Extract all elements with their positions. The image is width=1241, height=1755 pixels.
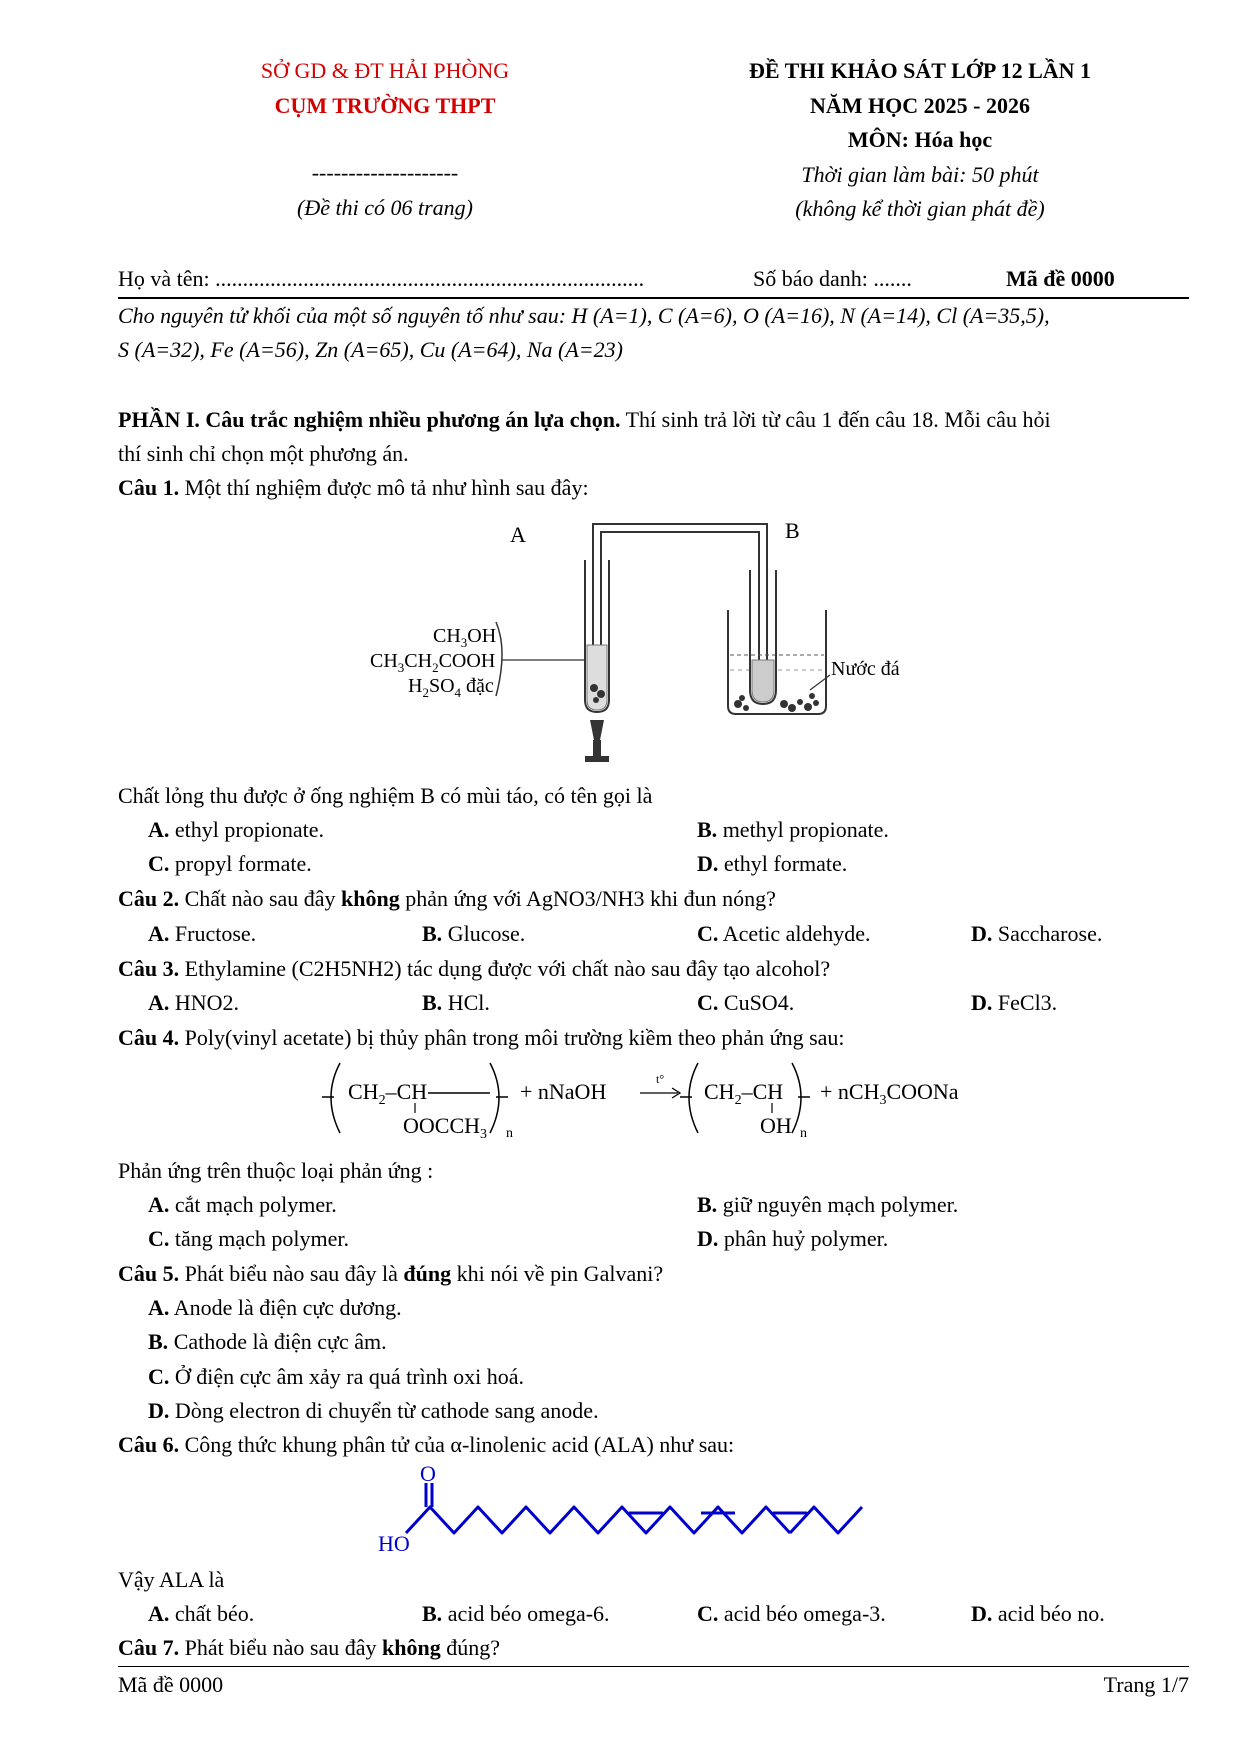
q3-option-b[interactable]: B. HCl. — [422, 990, 490, 1015]
ala-skeletal-structure — [370, 1461, 890, 1556]
part1-heading: PHẦN I. Câu trắc nghiệm nhiều phương án lựa chọn. Thí sinh trả lời từ câu 1 đến câu 18. Mỗi câu hỏi — [118, 407, 1051, 432]
reagent-naoh: + nNaOH — [520, 1079, 607, 1104]
q6-option-a[interactable]: A. chất béo. — [148, 1601, 255, 1626]
carbonyl-oxygen-label: O — [420, 1461, 436, 1486]
q2-option-b[interactable]: B. Glucose. — [422, 921, 526, 946]
question-6: Câu 6. Công thức khung phân tử của α-linolenic acid (ALA) như sau: — [118, 1432, 735, 1457]
q1-apparatus-figure — [370, 510, 920, 765]
q6-option-d[interactable]: D. acid béo no. — [971, 1601, 1105, 1626]
q3-option-c[interactable]: C. CuSO4. — [697, 990, 795, 1015]
reagent-ch3oh: $CH_3OH$ — [433, 625, 497, 650]
q1-option-c[interactable]: C. propyl formate. — [148, 851, 312, 876]
q4-option-b[interactable]: B. giữ nguyên mạch polymer. — [697, 1192, 959, 1217]
question-4: Câu 4. Poly(vinyl acetate) bị thủy phân trong môi trường kiềm theo phản ứng sau: — [118, 1025, 845, 1050]
q4-option-a[interactable]: A. cắt mạch polymer. — [148, 1192, 337, 1217]
q1-stem: Chất lỏng thu được ở ống nghiệm B có mùi táo, có tên gọi là — [118, 783, 653, 808]
arrow-heat-label: t° — [656, 1072, 665, 1086]
atomic-masses-line1: Cho nguyên tử khối của một số nguyên tố như sau: H (A=1), C (A=6), O (A=16), N (A=14), Cl (A=35,5), — [118, 303, 1050, 328]
rhs-repeat-unit: $CH_2-CH$ — [704, 1079, 784, 1108]
q5-option-c[interactable]: C. Ở điện cực âm xảy ra quá trình oxi hoá. — [148, 1364, 525, 1389]
q2-option-d[interactable]: D. Saccharose. — [971, 921, 1103, 946]
q1-option-d[interactable]: D. ethyl formate. — [697, 851, 848, 876]
tube-a-label: A — [510, 522, 526, 547]
candidate-id-field: Số báo danh: ....... — [753, 266, 912, 291]
question-3: Câu 3. Ethylamine (C2H5NH2) tác dụng được với chất nào sau đây tạo alcohol? — [118, 956, 831, 981]
exam-title: ĐỀ THI KHẢO SÁT LỚP 12 LẦN 1 — [748, 58, 1092, 83]
question-7: Câu 7. Phát biểu nào sau đây không đúng? — [118, 1635, 500, 1660]
q1-option-b[interactable]: B. methyl propionate. — [697, 817, 889, 842]
org-name: SỞ GD & ĐT HẢI PHÒNG — [260, 58, 510, 83]
question-5: Câu 5. Phát biểu nào sau đây là đúng khi nói về pin Galvani? — [118, 1261, 664, 1286]
hydroxyl-label: HO — [378, 1531, 410, 1556]
footer-exam-code: Mã đề 0000 — [118, 1672, 224, 1697]
subject: MÔN: Hóa học — [847, 127, 993, 152]
ice-water-label: Nước đá — [831, 658, 900, 680]
q6-stem: Vậy ALA là — [118, 1567, 225, 1592]
q2-option-c[interactable]: C. Acetic aldehyde. — [697, 921, 871, 946]
exam-code: Mã đề 0000 — [1006, 266, 1115, 291]
q3-option-d[interactable]: D. FeCl3. — [971, 990, 1058, 1015]
question-1: Câu 1. Một thí nghiệm được mô tả như hình sau đây: — [118, 475, 589, 500]
atomic-masses-line2: S (A=32), Fe (A=56), Zn (A=65), Cu (A=64), Na (A=23) — [118, 337, 623, 362]
header-dashes: -------------------- — [311, 160, 459, 185]
q3-option-a[interactable]: A. HNO2. — [148, 990, 240, 1015]
lhs-repeat-unit: $CH_2-CH$ — [348, 1079, 428, 1108]
part1-instruction: thí sinh chỉ chọn một phương án. — [118, 441, 409, 466]
rhs-n: n — [800, 1126, 807, 1141]
q2-option-a[interactable]: A. Fructose. — [148, 921, 257, 946]
school-name: CỤM TRƯỜNG THPT — [274, 93, 496, 118]
reagent-propanoic-acid: $CH_3CH_2COOH$ — [370, 650, 496, 675]
q5-option-a[interactable]: A. Anode là điện cực dương. — [148, 1295, 402, 1320]
lhs-n: n — [506, 1126, 513, 1141]
q5-option-d[interactable]: D. Dòng electron di chuyển từ cathode sang anode. — [148, 1398, 599, 1423]
candidate-name-field: Họ và tên: .............................................................................. — [118, 266, 645, 291]
footer-divider — [118, 1666, 1189, 1667]
school-year: NĂM HỌC 2025 - 2026 — [810, 93, 1030, 118]
rhs-side-group: OH — [760, 1113, 792, 1138]
q4-stem: Phản ứng trên thuộc loại phản ứng : — [118, 1158, 434, 1183]
q6-option-b[interactable]: B. acid béo omega-6. — [422, 1601, 610, 1626]
reagent-h2so4: $H_2SO_4$ đặc — [408, 675, 494, 700]
tube-b-label: B — [785, 518, 800, 543]
q1-option-a[interactable]: A. ethyl propionate. — [148, 817, 324, 842]
time-limit: Thời gian làm bài: 50 phút — [801, 162, 1039, 187]
footer-page-number: Trang 1/7 — [1103, 1672, 1189, 1697]
q5-option-b[interactable]: B. Cathode là điện cực âm. — [148, 1329, 387, 1354]
q4-reaction-equation — [320, 1055, 980, 1140]
pages-note: (Đề thi có 06 trang) — [297, 195, 473, 220]
time-note: (không kể thời gian phát đề) — [795, 196, 1045, 221]
question-2: Câu 2. Chất nào sau đây không phản ứng với AgNO3/NH3 khi đun nóng? — [118, 886, 776, 911]
q4-option-c[interactable]: C. tăng mạch polymer. — [148, 1226, 350, 1251]
lhs-side-group: $OOCCH_3$ — [403, 1113, 488, 1142]
header-divider — [118, 297, 1189, 299]
q4-option-d[interactable]: D. phân huỷ polymer. — [697, 1226, 889, 1251]
product-sodium-acetate: + nCH$_3$COONa — [820, 1079, 959, 1108]
q6-option-c[interactable]: C. acid béo omega-3. — [697, 1601, 886, 1626]
